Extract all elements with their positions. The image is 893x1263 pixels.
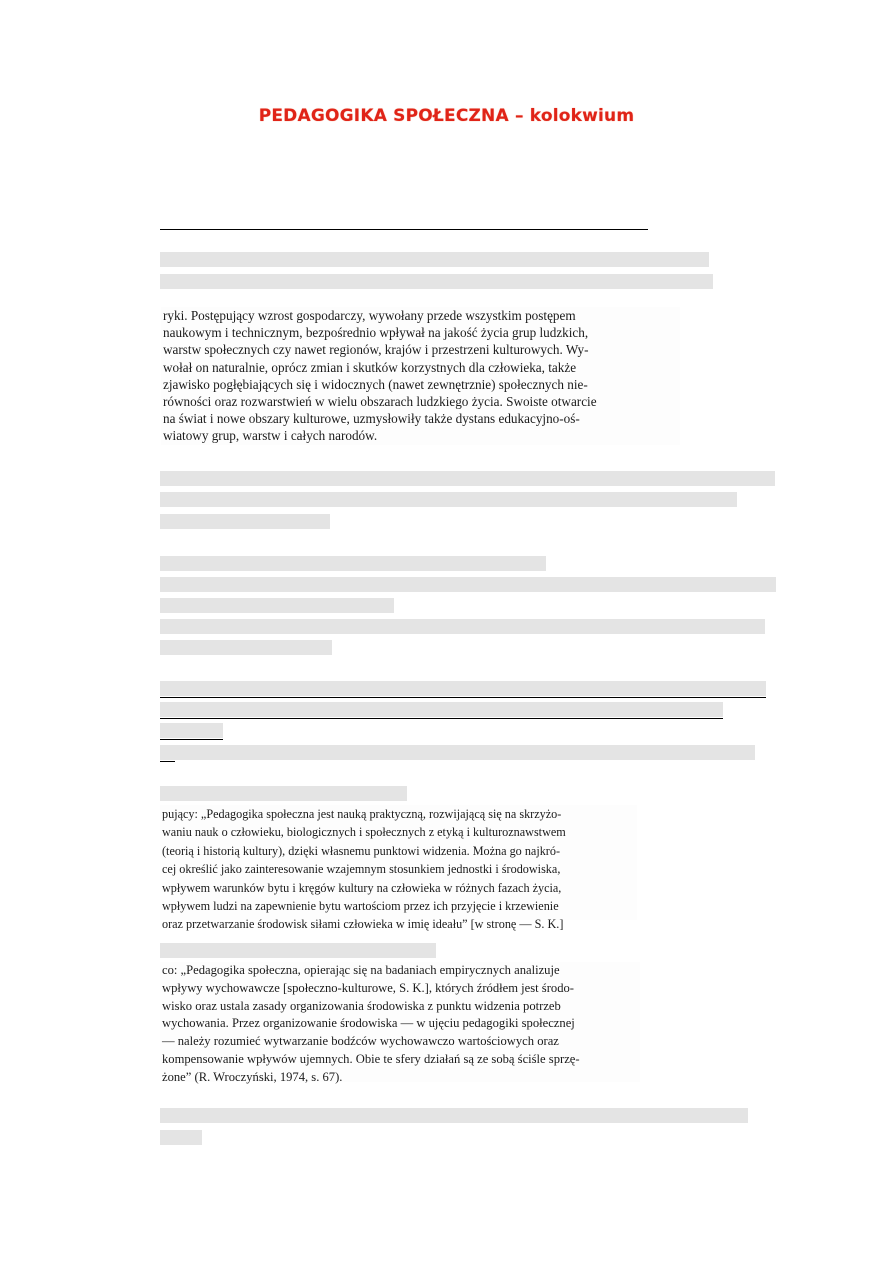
scan-line: wychowania. Przez organizowanie środowiska — w ujęciu pedagogiki społecznej — [162, 1016, 575, 1031]
redacted-line — [160, 492, 737, 507]
redacted-line — [160, 943, 436, 958]
underline — [160, 697, 766, 698]
scan-line: naukowym i technicznym, bezpośrednio wpływał na jakość życia grup ludzkich, — [163, 325, 589, 341]
scan-line: wpływy wychowawcze [społeczno-kulturowe, S. K.], których źródłem jest środo- — [162, 980, 574, 995]
scan-line: żone” (R. Wroczyński, 1974, s. 67). — [162, 1069, 343, 1084]
redacted-line — [160, 640, 332, 655]
scan-line: co: „Pedagogika społeczna, opierając się na badaniach empirycznych analizuje — [162, 963, 560, 977]
scan-line: równości oraz rozwarstwień w wielu obszarach ludzkiego życia. Swoiste otwarcie — [163, 394, 597, 410]
scan-line: kompensowanie wpływów ujemnych. Obie te sfery działań są ze sobą ściśle sprzę- — [162, 1051, 580, 1066]
redacted-line — [160, 723, 223, 738]
document-title: PEDAGOGIKA SPOŁECZNA – kolokwium — [258, 106, 635, 126]
scanned-excerpt-3 — [160, 962, 640, 1082]
scan-line: waniu nauk o człowieku, biologicznych i społecznych z etyką i kulturoznawstwem — [162, 825, 566, 840]
heading-rule — [160, 229, 648, 230]
redacted-line — [160, 252, 709, 267]
redacted-line — [160, 471, 775, 486]
redacted-line — [160, 577, 776, 592]
scan-line: warstw społecznych czy nawet regionów, krajów i przestrzeni kulturowych. Wy- — [163, 342, 589, 358]
redacted-line — [160, 274, 713, 289]
scan-line: wpływem ludzi na zapewnienie bytu wartościom przez ich przyjęcie i krzewienie — [162, 899, 559, 914]
redacted-line — [160, 1108, 748, 1123]
scan-line: — należy rozumieć wytwarzanie bodźców wychowawczo wartościowych oraz — [162, 1034, 559, 1049]
scan-line: pujący: „Pedagogika społeczna jest nauką praktyczną, rozwijającą się na skrzyżo- — [162, 807, 562, 821]
redacted-line — [160, 1130, 202, 1145]
scan-line: wpływem warunków bytu i kręgów kultury na człowieka w różnych fazach życia, — [162, 880, 562, 895]
redacted-line — [160, 786, 407, 801]
scanned-excerpt-2 — [160, 805, 637, 932]
scan-line: na świat i nowe obszary kulturowe, uzmysłowiły także dystans edukacyjno-oś- — [163, 411, 580, 427]
redacted-line — [160, 619, 765, 634]
underline — [160, 761, 175, 762]
underline — [160, 739, 223, 740]
scan-line: cej określić jako zainteresowanie wzajemnym stosunkiem jednostki i środowiska, — [162, 862, 561, 877]
redacted-line — [160, 514, 330, 529]
scan-line: (teorią i historią kultury), dzięki własnemu punktowi widzenia. Można go najkró- — [162, 843, 561, 858]
redacted-line — [160, 681, 766, 696]
scan-line: oraz przetwarzanie środowisk siłami człowieka w imię ideału” [w stronę — S. K.] — [162, 917, 564, 932]
scanned-excerpt-1 — [161, 307, 680, 445]
scan-line: wiatowy grup, warstw i całych narodów. — [163, 428, 378, 444]
scan-line: wołał on naturalnie, oprócz zmian i skutków korzystnych dla człowieka, także — [163, 359, 577, 375]
scan-line: wisko oraz ustala zasady organizowania środowiska z punktu widzenia potrzeb — [162, 998, 561, 1013]
redacted-line — [160, 556, 546, 571]
redacted-line — [160, 745, 755, 760]
underline — [160, 718, 723, 719]
redacted-line — [160, 598, 394, 613]
scan-line: ryki. Postępujący wzrost gospodarczy, wywołany przede wszystkim postępem — [163, 308, 576, 323]
redacted-line — [160, 702, 723, 717]
scan-line: zjawisko pogłębiających się i widocznych (nawet zewnętrznie) społecznych nie- — [163, 376, 588, 392]
